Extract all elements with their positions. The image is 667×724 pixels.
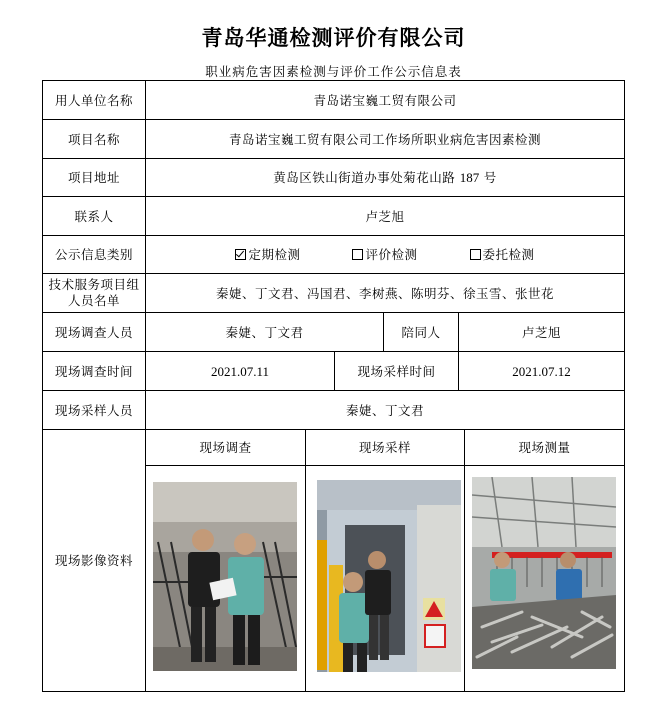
project-value: 青岛诺宝巍工贸有限公司工作场所职业病危害因素检测 <box>145 119 625 159</box>
image-header-measurement: 现场测量 <box>464 429 625 466</box>
contact-label: 联系人 <box>42 196 146 236</box>
category-options <box>145 235 625 274</box>
images-label: 现场影像资料 <box>42 429 146 692</box>
option-evaluation[interactable]: 评价检测 <box>352 246 417 263</box>
survey-time-value: 2021.07.11 <box>145 351 335 391</box>
employer-value: 青岛诺宝巍工贸有限公司 <box>145 80 625 120</box>
option-commissioned[interactable]: 委托检测 <box>470 246 535 263</box>
address-number: 187 <box>459 170 480 185</box>
option-periodic[interactable]: 定期检测 <box>235 246 300 263</box>
team-value: 秦婕、丁文君、冯国君、李树燕、陈明芬、徐玉雪、张世花 <box>145 273 625 313</box>
checkbox-empty-icon[interactable] <box>352 249 363 260</box>
company-title: 青岛华通检测评价有限公司 <box>201 26 466 50</box>
accompany-value: 卢芝旭 <box>458 312 625 352</box>
image-header-sampling: 现场采样 <box>305 429 465 466</box>
survey-time-label: 现场调查时间 <box>42 351 146 391</box>
sampling-time-value: 2021.07.12 <box>458 351 625 391</box>
measurement-photo <box>472 477 616 669</box>
address-suffix: 号 <box>483 170 497 185</box>
survey-staff-label: 现场调查人员 <box>42 312 146 352</box>
address-value <box>145 158 625 197</box>
checkbox-empty-icon[interactable] <box>470 249 481 260</box>
team-label: 技术服务项目组人员名单 <box>42 273 146 313</box>
category-label: 公示信息类别 <box>42 235 146 274</box>
address-label: 项目地址 <box>42 158 146 197</box>
accompany-label: 陪同人 <box>383 312 459 352</box>
survey-photo <box>153 482 297 671</box>
employer-label: 用人单位名称 <box>42 80 146 120</box>
sampling-staff-value: 秦婕、丁文君 <box>145 390 625 430</box>
project-label: 项目名称 <box>42 119 146 159</box>
contact-value: 卢芝旭 <box>145 196 625 236</box>
survey-staff-value: 秦婕、丁文君 <box>145 312 384 352</box>
address-street: 黄岛区铁山街道办事处菊花山路 <box>273 170 456 185</box>
sampling-photo <box>317 480 461 672</box>
sampling-time-label: 现场采样时间 <box>334 351 459 391</box>
checkbox-checked-icon[interactable] <box>235 249 246 260</box>
form-title: 职业病危害因素检测与评价工作公示信息表 <box>205 64 462 79</box>
sampling-staff-label: 现场采样人员 <box>42 390 146 430</box>
image-header-survey: 现场调查 <box>145 429 306 466</box>
